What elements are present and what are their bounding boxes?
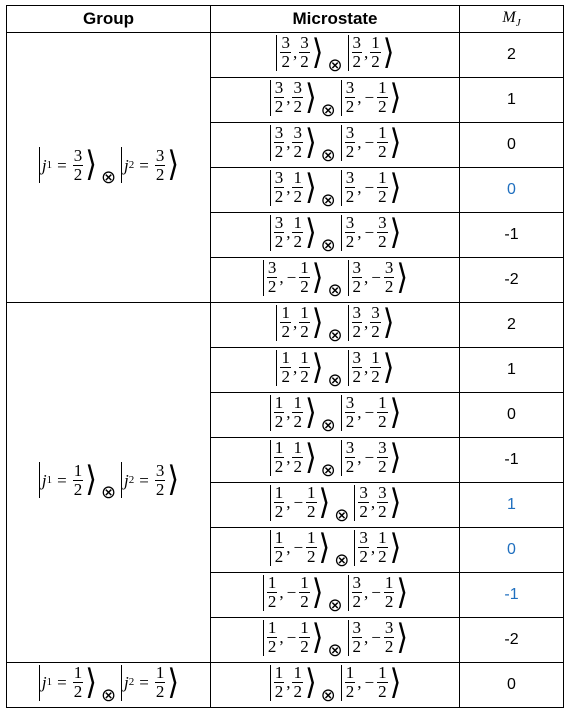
microstate-expression: $\frac{3}{2}$ , − $\frac{1}{2}$ ⟩ ⊗ $\frac{3}{2}$ , − $\frac{3}{2}$ ⟩	[261, 259, 409, 298]
microstate-expression: $\frac{3}{2}$ , $\frac{3}{2}$ ⟩ ⊗ $\frac{3}{2}$ , − $\frac{1}{2}$ ⟩	[268, 79, 403, 118]
group-expression: j 1 = $\frac{1}{2}$ ⟩ ⊗ j 2 = $\frac{3}{2}$ ⟩	[37, 462, 180, 501]
microstate-cell	[211, 573, 460, 618]
mj-value: -1	[460, 438, 564, 483]
table-row	[7, 303, 564, 348]
microstate-expression: $\frac{1}{2}$ , $\frac{1}{2}$ ⟩ ⊗ $\frac{1}{2}$ , − $\frac{1}{2}$ ⟩	[268, 664, 403, 703]
table-row	[7, 663, 564, 708]
microstate-expression: $\frac{1}{2}$ , $\frac{1}{2}$ ⟩ ⊗ $\frac{3}{2}$ , $\frac{3}{2}$ ⟩	[274, 304, 395, 343]
group-cell	[7, 33, 211, 303]
group-expression: j 1 = $\frac{1}{2}$ ⟩ ⊗ j 2 = $\frac{1}{2}$ ⟩	[37, 664, 180, 703]
microstate-expression: $\frac{1}{2}$ , $\frac{1}{2}$ ⟩ ⊗ $\frac{3}{2}$ , $\frac{1}{2}$ ⟩	[274, 349, 395, 388]
microstate-expression: $\frac{1}{2}$ , − $\frac{1}{2}$ ⟩ ⊗ $\frac{3}{2}$ , − $\frac{3}{2}$ ⟩	[261, 619, 409, 658]
mj-value: 0	[460, 168, 564, 213]
microstate-cell	[211, 348, 460, 393]
header-row	[7, 6, 564, 33]
mj-value: 2	[460, 33, 564, 78]
microstate-expression: $\frac{1}{2}$ , − $\frac{1}{2}$ ⟩ ⊗ $\frac{3}{2}$ , $\frac{3}{2}$ ⟩	[268, 484, 403, 523]
mj-value: -2	[460, 258, 564, 303]
table-row	[7, 33, 564, 78]
mj-value: 2	[460, 303, 564, 348]
group-cell	[7, 663, 211, 708]
mj-value: 0	[460, 123, 564, 168]
microstate-expression: $\frac{3}{2}$ , $\frac{1}{2}$ ⟩ ⊗ $\frac{3}{2}$ , − $\frac{3}{2}$ ⟩	[268, 214, 403, 253]
group-cell	[7, 303, 211, 663]
microstate-expression: $\frac{1}{2}$ , − $\frac{1}{2}$ ⟩ ⊗ $\frac{3}{2}$ , − $\frac{1}{2}$ ⟩	[261, 574, 409, 613]
microstate-expression: $\frac{1}{2}$ , $\frac{1}{2}$ ⟩ ⊗ $\frac{3}{2}$ , − $\frac{1}{2}$ ⟩	[268, 394, 403, 433]
microstate-header: Microstate	[211, 6, 460, 33]
microstate-cell	[211, 618, 460, 663]
mj-value: -1	[460, 573, 564, 618]
microstate-table	[6, 5, 564, 708]
microstate-cell	[211, 438, 460, 483]
microstate-expression: $\frac{3}{2}$ , $\frac{3}{2}$ ⟩ ⊗ $\frac{3}{2}$ , − $\frac{1}{2}$ ⟩	[268, 124, 403, 163]
mj-value: -2	[460, 618, 564, 663]
microstate-cell	[211, 33, 460, 78]
microstate-cell	[211, 123, 460, 168]
microstate-expression: $\frac{1}{2}$ , − $\frac{1}{2}$ ⟩ ⊗ $\frac{3}{2}$ , $\frac{1}{2}$ ⟩	[268, 529, 403, 568]
mj-value: 0	[460, 393, 564, 438]
microstate-cell	[211, 78, 460, 123]
group-expression: j 1 = $\frac{3}{2}$ ⟩ ⊗ j 2 = $\frac{3}{2}$ ⟩	[37, 147, 180, 186]
microstate-expression: $\frac{3}{2}$ , $\frac{1}{2}$ ⟩ ⊗ $\frac{3}{2}$ , − $\frac{1}{2}$ ⟩	[268, 169, 403, 208]
microstate-expression: $\frac{3}{2}$ , $\frac{3}{2}$ ⟩ ⊗ $\frac{3}{2}$ , $\frac{1}{2}$ ⟩	[274, 34, 395, 73]
microstate-cell	[211, 258, 460, 303]
microstate-cell	[211, 168, 460, 213]
group-header: Group	[7, 6, 211, 33]
mj-value: 0	[460, 663, 564, 708]
mj-value: 1	[460, 483, 564, 528]
mj-value: 0	[460, 528, 564, 573]
microstate-cell	[211, 213, 460, 258]
mj-header: $M_J$	[460, 6, 564, 33]
microstate-cell	[211, 303, 460, 348]
mj-value: 1	[460, 348, 564, 393]
microstate-cell	[211, 663, 460, 708]
microstate-cell	[211, 393, 460, 438]
microstate-cell	[211, 528, 460, 573]
microstate-expression: $\frac{1}{2}$ , $\frac{1}{2}$ ⟩ ⊗ $\frac{3}{2}$ , − $\frac{3}{2}$ ⟩	[268, 439, 403, 478]
mj-value: 1	[460, 78, 564, 123]
mj-value: -1	[460, 213, 564, 258]
microstate-cell	[211, 483, 460, 528]
